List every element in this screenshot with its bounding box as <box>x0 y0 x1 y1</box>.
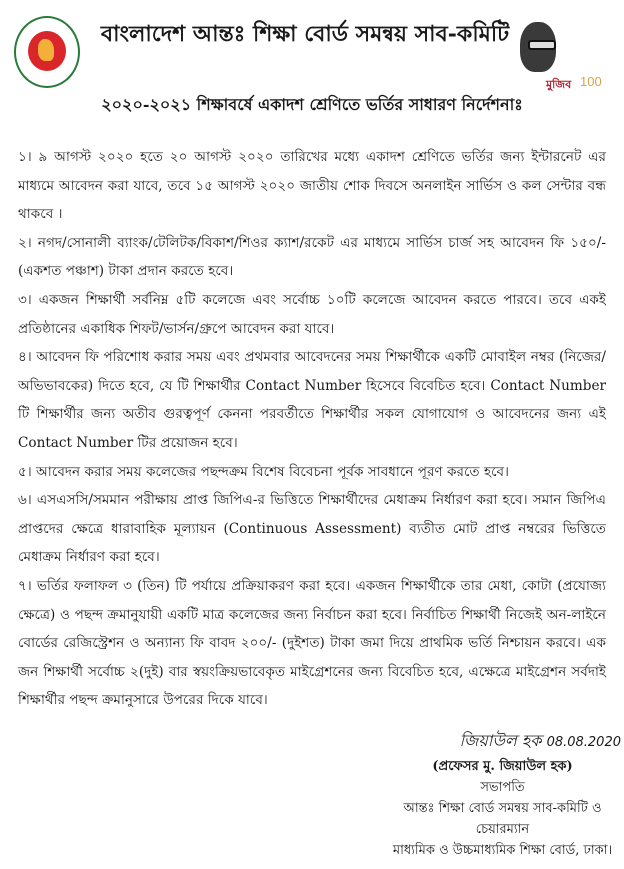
page-title: বাংলাদেশ আন্তঃ শিক্ষা বোর্ড সমন্বয় সাব-কমিটি <box>100 21 510 47</box>
signatory-name: (প্রফেসর মু. জিয়াউল হক) <box>432 759 573 774</box>
document-subtitle: ২০২০-২০২১ শিক্ষাবর্ষে একাদশ শ্রেণিতে ভর্তির সাধারণ নির্দেশনাঃ <box>101 95 523 114</box>
instruction-item: ২। নগদ/সোনালী ব্যাংক/টেলিটক/বিকাশ/শিওর ক্যাশ/রকেট এর মাধ্যমে সার্ভিস চার্জ সহ আবেদন ফি ১৫০/- (একশত পঞ্চাশ) টাকা প্রদান করতে হবে। <box>18 234 606 280</box>
signatory-committee: আন্তঃ শিক্ষা বোর্ড সমন্বয় সাব-কমিটি ও <box>403 801 602 816</box>
mujib-100-portrait-logo <box>510 18 604 90</box>
signatory-role: চেয়ারম্যান <box>475 822 530 837</box>
instruction-item: ৬। এসএসসি/সমমান পরীক্ষায় প্রাপ্ত জিপিএ-র ভিত্তিতে শিক্ষার্থীদের মেধাক্রম নির্ধারণ করা হবে। সমান জিপিএ প্রাপ্তদের ক্ষেত্রে ধারাবাহিক মূল্যায়ন (Continuous Assessment) ব্যতীত মোট প্রাপ্ত নম্বরের ভিত্তিতে মেধাক্রম নির্ধারণ করা হবে। <box>18 492 606 566</box>
instruction-item: ৫। আবেদন করার সময় কলেজের পছন্দক্রম বিশেষ বিবেচনা পূর্বক সাবধানে পূরণ করতে হবে। <box>18 463 509 480</box>
seal-red-disc <box>28 31 66 71</box>
mujib-100-number: 100 <box>580 74 602 89</box>
signatory-board: মাধ্যমিক ও উচ্চমাধ্যমিক শিক্ষা বোর্ড, ঢাকা। <box>392 843 613 858</box>
portrait-glasses <box>528 40 556 50</box>
signature-block <box>380 728 624 861</box>
mujib-badge: মুজিব <box>546 78 572 91</box>
instructions-list <box>18 143 606 715</box>
instruction-item: ৭। ভর্তির ফলাফল ৩ (তিন) টি পর্যায়ে প্রক্রিয়াকরণ করা হবে। একজন শিক্ষার্থীকে তার মেধা, কোটা (প্রযোজ্য ক্ষেত্রে) ও পছন্দ ক্রমানুযায়ী একটি মাত্র কলেজের জন্য নির্বাচন করা হবে। নির্বাচিত শিক্ষার্থী নিজেই অন-লাইনে বোর্ডের রেজিস্ট্রেশন ও অন্যান্য ফি বাবদ ২০০/- (দুইশত) টাকা জমা দিয়ে প্রাথমিক ভর্তি নিশ্চায়ন করবে। এক জন শিক্ষার্থী সর্বোচ্চ ২(দুই) বার স্বয়ংক্রিয়ভাবেকৃত মাইগ্রেশনের জন্য বিবেচিত হবে, এক্ষেত্রে মাইগ্রেশন সর্বদাই শিক্ষার্থীর পছন্দ ক্রমানুসারে উপরের দিকে যাবে। <box>18 577 606 709</box>
signature-date: 08.08.2020 <box>546 735 621 750</box>
signatory-title: সভাপতি <box>480 780 525 795</box>
government-seal-logo <box>14 16 80 88</box>
handwritten-signature <box>380 728 624 756</box>
signature-scribble: জিয়াউল হক <box>459 731 542 750</box>
bangladesh-map-icon <box>38 39 54 61</box>
instruction-item: ৪। আবেদন ফি পরিশোধ করার সময় এবং প্রথমবার আবেদনের সময় শিক্ষার্থীকে একটি মোবাইল নম্বর (নিজের/অভিভাবকের) দিতে হবে, যে টি শিক্ষার্থীর Contact Number হিসেবে বিবেচিত হবে। Contact Number টি শিক্ষার্থীর জন্য অতীব গুরত্বপূর্ণ কেননা পরবর্তীতে শিক্ষার্থীর সকল যোগাযোগ ও আবেদনের জন্য এই Contact Number টির প্রয়োজন হবে। <box>18 349 606 451</box>
instruction-item: ৩। একজন শিক্ষার্থী সর্বনিম্ন ৫টি কলেজে এবং সর্বোচ্চ ১০টি কলেজে আবেদন করতে পারবে। তবে একই প্রতিষ্ঠানের একাধিক শিফট/ভার্সন/গ্রুপে আবেদন করা যাবে। <box>18 291 606 337</box>
instruction-item: ১। ৯ আগস্ট ২০২০ হতে ২০ আগস্ট ২০২০ তারিখের মধ্যে একাদশ শ্রেণিতে ভর্তির জন্য ইন্টারনেট এর মাধ্যমে আবেদন করা যাবে, তবে ১৫ আগস্ট ২০২০ জাতীয় শোক দিবসে অনলাইন সার্ভিস ও কল সেন্টার বন্ধ থাকবে । <box>18 149 606 223</box>
